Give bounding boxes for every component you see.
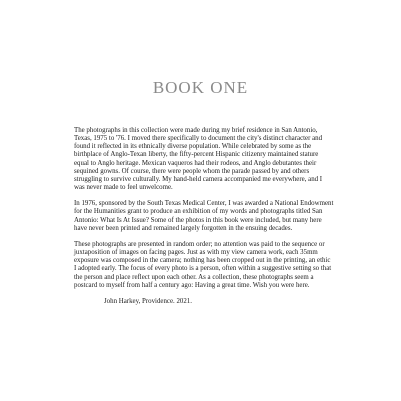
intro-text: [74, 127, 334, 306]
paragraph-presentation: These photographs are presented in random order; no attention was paid to the sequence or juxtaposition of images on facing pages. Just as with my view camera work, each 35mm exposure was composed in the camera; nothing has been cropped out in the printing, an ethic I adopted early. The focus of every photo is a person, often within a suggestive setting so that the person and place reflect upon each other. As a collection, these photographs seem a postcard to myself from half a century ago: Having a great time. Wish you were here.: [74, 240, 332, 289]
page-title: BOOK ONE: [152, 78, 249, 97]
paragraph-residence: The photographs in this collection were made during my brief residence in San Antonio, Texas, 1975 to '76. I moved there specifically to document the city's distinct character and found it reflected in its ethnically diverse population. While celebrated by some as the birthplace of Anglo-Texan liberty, the fifty-percent Hispanic citizenry maintained stature equal to Anglo heritage. Mexican vaqueros had their rodeos, and Anglo debutantes their sequined gowns. Of course, there were people whom the parade passed by and others struggling to survive culturally. My hand-held camera accompanied me everywhere, and I was never made to feel unwelcome.: [74, 127, 323, 192]
author-signature: John Harkey, Providence. 2021.: [104, 297, 192, 305]
paragraph-grant: In 1976, sponsored by the South Texas Medical Center, I was awarded a National Endowment for the Humanities grant to produce an exhibition of my words and photographs titled San Antonio: What Is At Issue? Some of the photos in this book were included, but many here have never been printed and remained largely forgotten in the ensuing decades.: [74, 200, 334, 232]
